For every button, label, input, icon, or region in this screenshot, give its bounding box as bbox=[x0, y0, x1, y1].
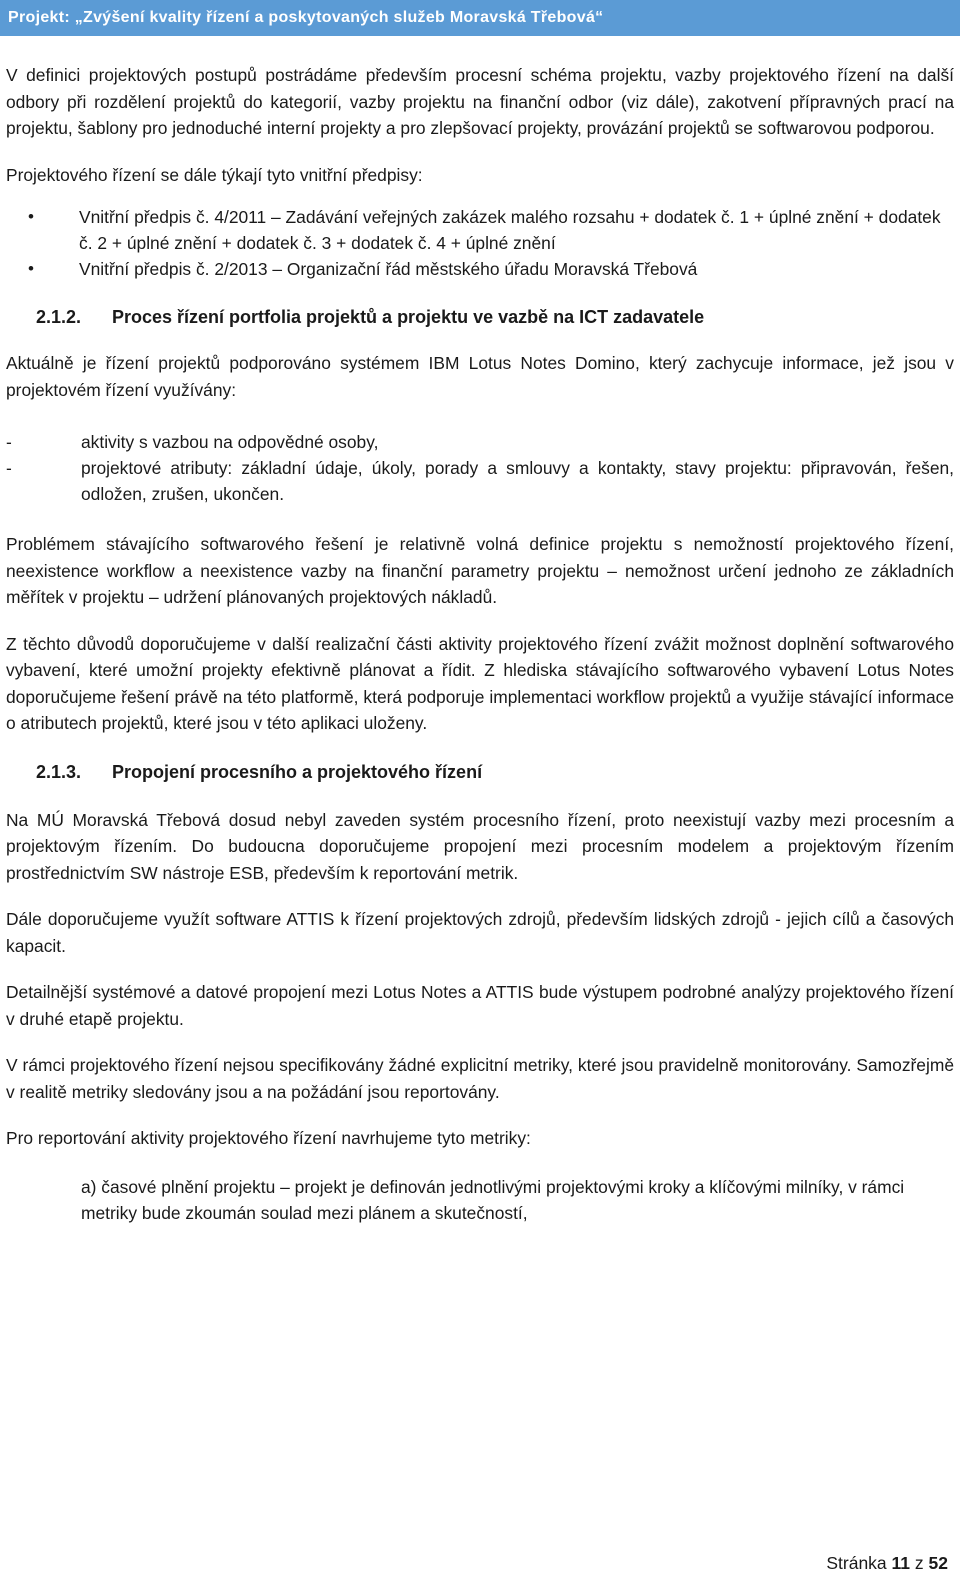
paragraph-problem: Problémem stávajícího softwarového řešení je relativně volná definice projektu s nemožností projektového řízení, neexistence workflow a neexistence vazby na finanční parametry projektu – nemožnost určení jednoho ze základních měřítek v projektu – udržení plánovaných projektových nákladů. bbox=[6, 534, 954, 607]
section-title: Propojení procesního a projektového řízení bbox=[112, 761, 483, 782]
footer-of: z bbox=[914, 1553, 924, 1573]
list-item-text: Vnitřní předpis č. 2/2013 – Organizační řád městského úřadu Moravská Třebová bbox=[79, 259, 698, 279]
paragraph-process-management: Na MÚ Moravská Třebová dosud nebyl zaveden systém procesního řízení, proto neexistují vazby mezi procesním a projektovým řízením. Do budoucna doporučujeme propojení mezi procesním modelem a projektovým řízením prostřednictvím SW nástroje ESB, především k reportování metrik. bbox=[6, 809, 954, 883]
internal-regulations-list bbox=[6, 204, 954, 282]
paragraph-metrics-intro: Pro reportování aktivity projektového řízení navrhujeme tyto metriky: bbox=[6, 1128, 531, 1148]
header-title: Projekt: „Zvýšení kvality řízení a poskytovaných služeb Moravská Třebová“ bbox=[8, 9, 604, 26]
paragraph-project-procedures: V definici projektových postupů postrádáme především procesní schéma projektu, vazby projektového řízení na další odbory při rozdělení projektů do kategorií, vazby projektu na finanční odbor (viz dále), zakotvení přípravných prací na projektu, šablony pro jednoduché interní projekty a pro zlepšovací projekty, provázání projektů se softwarovou podporou. bbox=[6, 65, 954, 138]
section-number: 2.1.3. bbox=[36, 761, 82, 782]
paragraph-detailed-analysis: Detailnější systémové a datové propojení mezi Lotus Notes a ATTIS bude výstupem podrobné analýzy projektového řízení v druhé etapě projektu. bbox=[6, 982, 954, 1029]
list-item bbox=[6, 455, 954, 507]
list-item bbox=[6, 256, 954, 282]
list-item-text: a) časové plnění projektu – projekt je definován jednotlivými projektovými kroky a klíčovými milníky, v rámci metriky bude zkoumán soulad mezi plánem a skutečností, bbox=[81, 1176, 905, 1223]
list-item bbox=[6, 204, 954, 256]
list-dash: - bbox=[6, 432, 12, 452]
paragraph-current-support: Aktuálně je řízení projektů podporováno systémem IBM Lotus Notes Domino, který zachycuje informace, jež jsou v projektovém řízení využívány: bbox=[6, 353, 954, 400]
section-number: 2.1.2. bbox=[36, 307, 82, 327]
page-total: 52 bbox=[928, 1553, 948, 1573]
attributes-list bbox=[6, 429, 954, 507]
page-footer bbox=[826, 1553, 948, 1574]
list-item-text: Vnitřní předpis č. 4/2011 – Zadávání veřejných zakázek malého rozsahu + dodatek č. 1 + úplné znění + dodatek č. 2 + úplné znění + dodatek č. 3 + dodatek č. 4 + úplné znění bbox=[79, 207, 941, 253]
paragraph-recommendation: Z těchto důvodů doporučujeme v další realizační části aktivity projektového řízení zvážit možnost doplnění softwarového vybavení, které umožní projekty efektivně plánovat a řídit. Z hlediska stávajícího softwarového vybavení Lotus Notes doporučujeme řešení právě na této platformě, která podporuje implementaci workflow projektů a využije stávající informace o atributech projektů, které jsou v této aplikaci uloženy. bbox=[6, 633, 954, 733]
list-item-text: projektové atributy: základní údaje, úkoly, porady a smlouvy a kontakty, stavy projektu: připravován, řešen, odložen, zrušen, ukončen. bbox=[81, 458, 954, 504]
list-item bbox=[6, 1174, 954, 1227]
document-body bbox=[6, 62, 954, 1227]
paragraph-internal-regulations-intro: Projektového řízení se dále týkají tyto vnitřní předpisy: bbox=[6, 164, 423, 185]
section-heading-2-1-2 bbox=[6, 304, 954, 330]
section-heading-2-1-3 bbox=[6, 759, 954, 785]
list-item bbox=[6, 429, 954, 455]
paragraph-metrics: V rámci projektového řízení nejsou specifikovány žádné explicitní metriky, které jsou pravidelně monitorovány. Samozřejmě v realitě metriky sledovány jsou a na požádání jsou reportovány. bbox=[6, 1055, 954, 1102]
metrics-list bbox=[6, 1174, 954, 1227]
section-title: Proces řízení portfolia projektů a projektu ve vazbě na ICT zadavatele bbox=[112, 307, 705, 327]
document-header bbox=[0, 0, 960, 36]
footer-label: Stránka bbox=[826, 1553, 887, 1573]
page-number: 11 bbox=[891, 1553, 911, 1573]
paragraph-attis: Dále doporučujeme využít software ATTIS k řízení projektových zdrojů, především lidských zdrojů - jejich cílů a časových kapacit. bbox=[6, 909, 954, 956]
list-dash: - bbox=[6, 458, 12, 478]
list-item-text: aktivity s vazbou na odpovědné osoby, bbox=[81, 432, 379, 452]
